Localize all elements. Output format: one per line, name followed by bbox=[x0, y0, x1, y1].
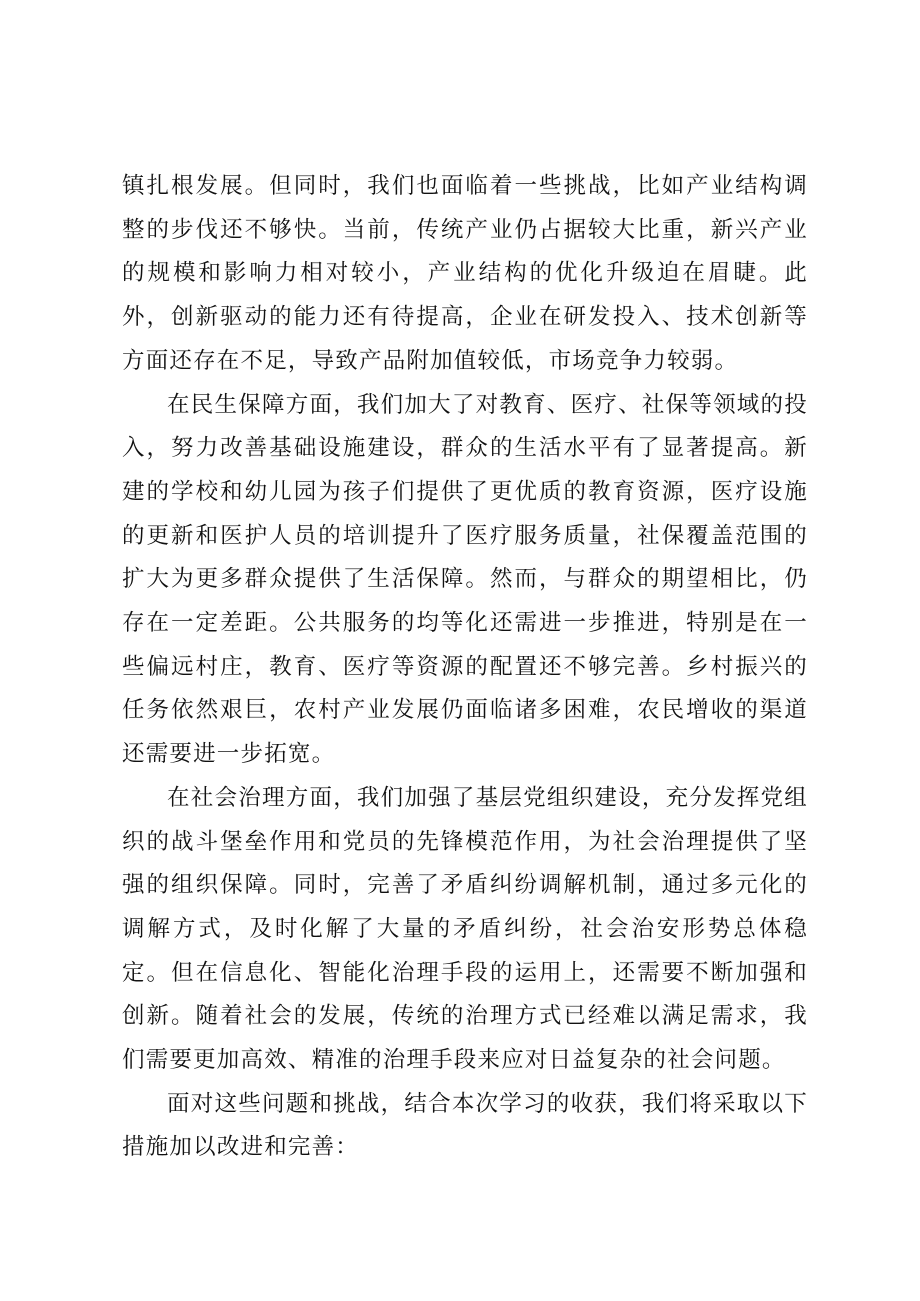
paragraph-social-governance: 在社会治理方面，我们加强了基层党组织建设，充分发挥党组织的战斗堡垒作用和党员的先锋模范作用，为社会治理提供了坚强的组织保障。同时，完善了矛盾纠纷调解机制，通过多元化的调解方式，及时化解了大量的矛盾纠纷，社会治安形势总体稳定。但在信息化、智能化治理手段的运用上，还需要不断加强和创新。随着社会的发展，传统的治理方式已经难以满足需求，我们需要更加高效、精准的治理手段来应对日益复杂的社会问题。 bbox=[122, 784, 808, 1074]
paragraph-measures-intro: 面对这些问题和挑战，结合本次学习的收获，我们将采取以下措施加以改进和完善： bbox=[122, 1090, 808, 1161]
paragraph-continuation: 镇扎根发展。但同时，我们也面临着一些挑战，比如产业结构调整的步伐还不够快。当前，传统产业仍占据较大比重，新兴产业的规模和影响力相对较小，产业结构的优化升级迫在眉睫。此外，创新驱动的能力还有待提高，企业在研发投入、技术创新等方面还存在不足，导致产品附加值较低，市场竞争力较弱。 bbox=[122, 173, 808, 374]
paragraph-livelihood: 在民生保障方面，我们加大了对教育、医疗、社保等领域的投入，努力改善基础设施建设，群众的生活水平有了显著提高。新建的学校和幼儿园为孩子们提供了更优质的教育资源，医疗设施的更新和医护人员的培训提升了医疗服务质量，社保覆盖范围的扩大为更多群众提供了生活保障。然而，与群众的期望相比，仍存在一定差距。公共服务的均等化还需进一步推进，特别是在一些偏远村庄，教育、医疗等资源的配置还不够完善。乡村振兴的任务依然艰巨，农村产业发展仍面临诸多困难，农民增收的渠道还需要进一步拓宽。 bbox=[122, 391, 808, 768]
document-body bbox=[122, 165, 808, 1170]
